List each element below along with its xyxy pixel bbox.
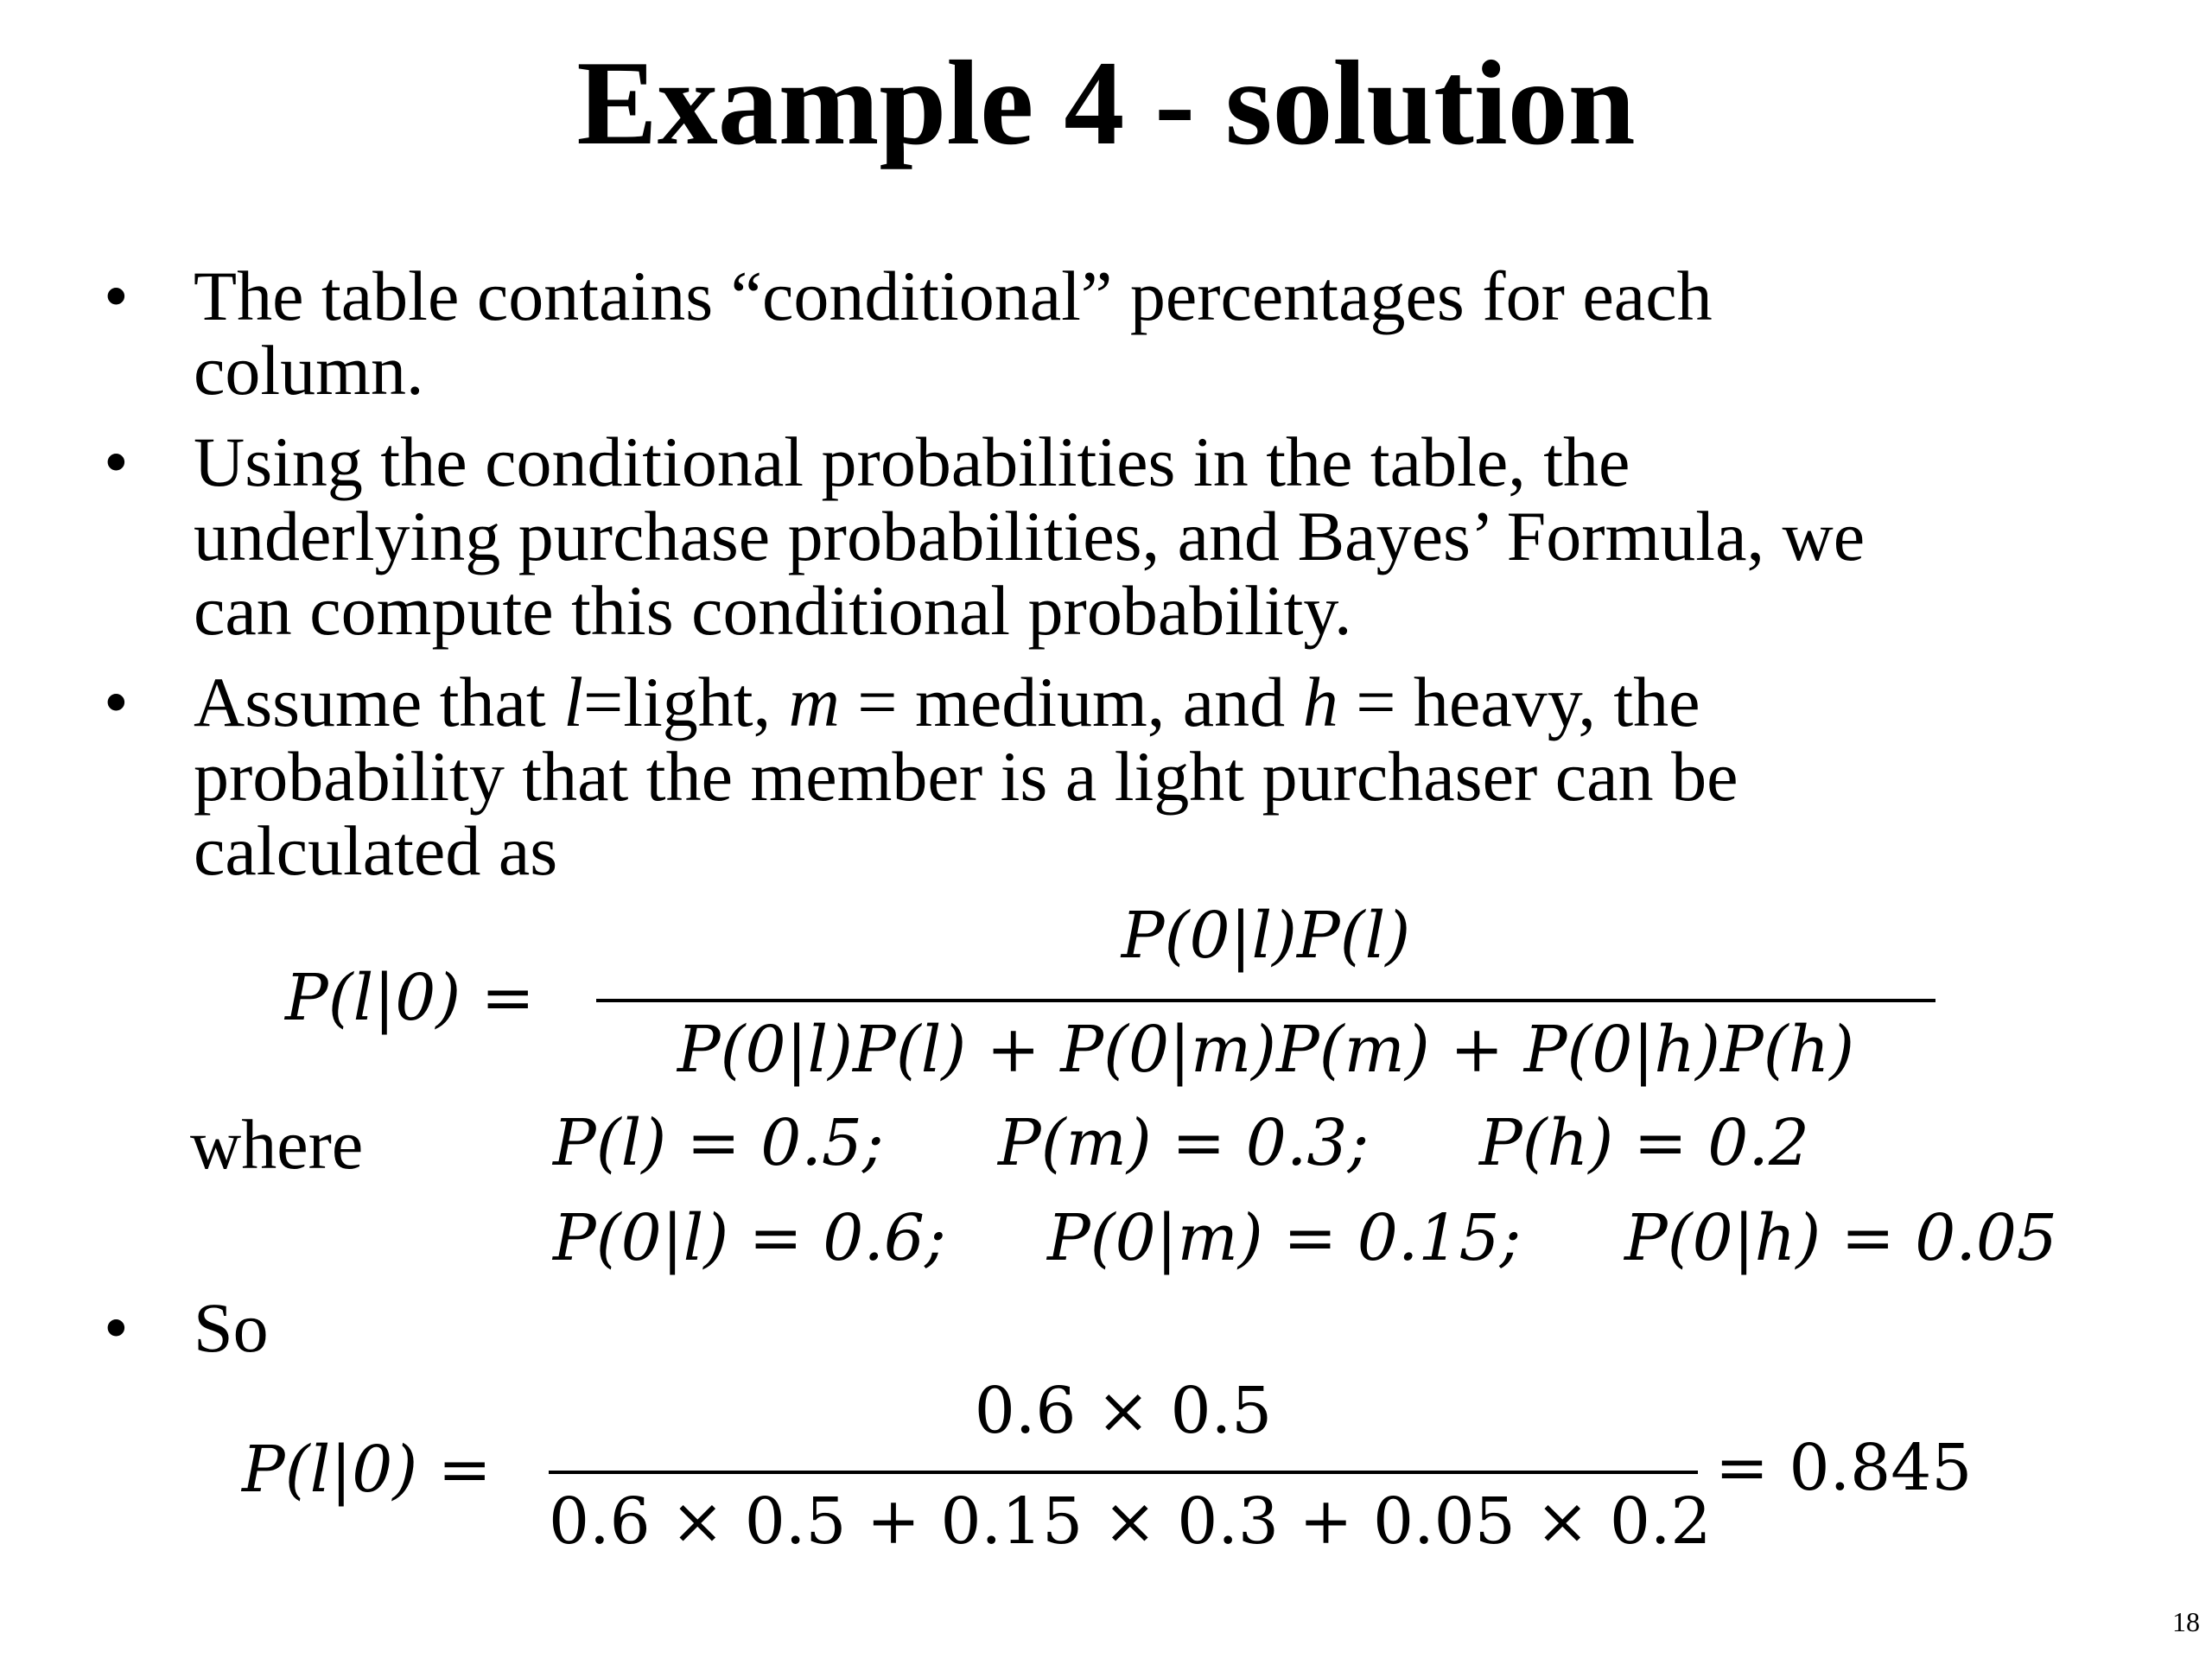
bullet-2-line-3: can compute this conditional probability.: [194, 571, 1352, 650]
text-run: = heavy, the: [1338, 663, 1700, 741]
text-run: Assume that: [194, 663, 564, 741]
where-p-h: P(h) = 0.2: [1479, 1106, 1809, 1180]
where-label: where: [190, 1105, 364, 1184]
bullet-2-line-2: underlying purchase probabilities, and Bayes’ Formula, we: [194, 497, 1866, 575]
bullet-2-line-1: Using the conditional probabilities in the table, the: [194, 423, 1630, 501]
formula2-denominator: 0.6 × 0.5 + 0.15 × 0.3 + 0.05 × 0.2: [549, 1484, 1712, 1559]
where-p0-l: P(0|l) = 0.6;: [553, 1201, 946, 1275]
bullet-1-line-1: The table contains “conditional” percentages for each: [194, 257, 1713, 335]
bullet-dot: •: [104, 1288, 129, 1367]
formula2-fraction: [549, 1374, 1712, 1573]
bullet-3-line-3: calculated as: [194, 811, 558, 890]
slide-title: Example 4 - solution: [576, 36, 1636, 170]
bullet-dot: •: [104, 257, 129, 335]
variable-m: m: [788, 663, 840, 741]
formula2-numerator: 0.6 × 0.5: [974, 1374, 1273, 1448]
bullet-3-line-2: probability that the member is a light purchaser can be: [194, 737, 1738, 816]
where-p0-m: P(0|m) = 0.15;: [1047, 1201, 1522, 1275]
bullet-dot: •: [104, 423, 129, 501]
formula1-numerator: P(0|l)P(l): [1121, 899, 1411, 973]
bullet-4-line-1: So: [194, 1288, 269, 1367]
bullet-dot: •: [104, 663, 129, 741]
fraction-bar: [596, 999, 1936, 1002]
formula1-denominator: P(0|l)P(l) + P(0|m)P(m) + P(0|h)P(h): [677, 1013, 1855, 1087]
formula2-lhs: P(l|0) =: [242, 1433, 492, 1507]
text-run: =light,: [582, 663, 789, 741]
where-p-m: P(m) = 0.3;: [998, 1106, 1370, 1180]
where-p0-h: P(0|h) = 0.05: [1624, 1201, 2058, 1275]
formula1-fraction: [596, 899, 1936, 1097]
where-p-l: P(l) = 0.5;: [553, 1106, 884, 1180]
variable-l: l: [563, 663, 583, 741]
text-run: = medium, and: [839, 663, 1303, 741]
bullet-1-line-2: column.: [194, 331, 424, 410]
variable-h: h: [1302, 663, 1338, 741]
formula2-result: = 0.845: [1715, 1431, 1973, 1505]
formula1-lhs: P(l|0) =: [285, 961, 535, 1035]
page-number: 18: [2172, 1606, 2200, 1637]
fraction-bar: [549, 1471, 1698, 1474]
bullet-3-line-1: [194, 665, 1700, 740]
